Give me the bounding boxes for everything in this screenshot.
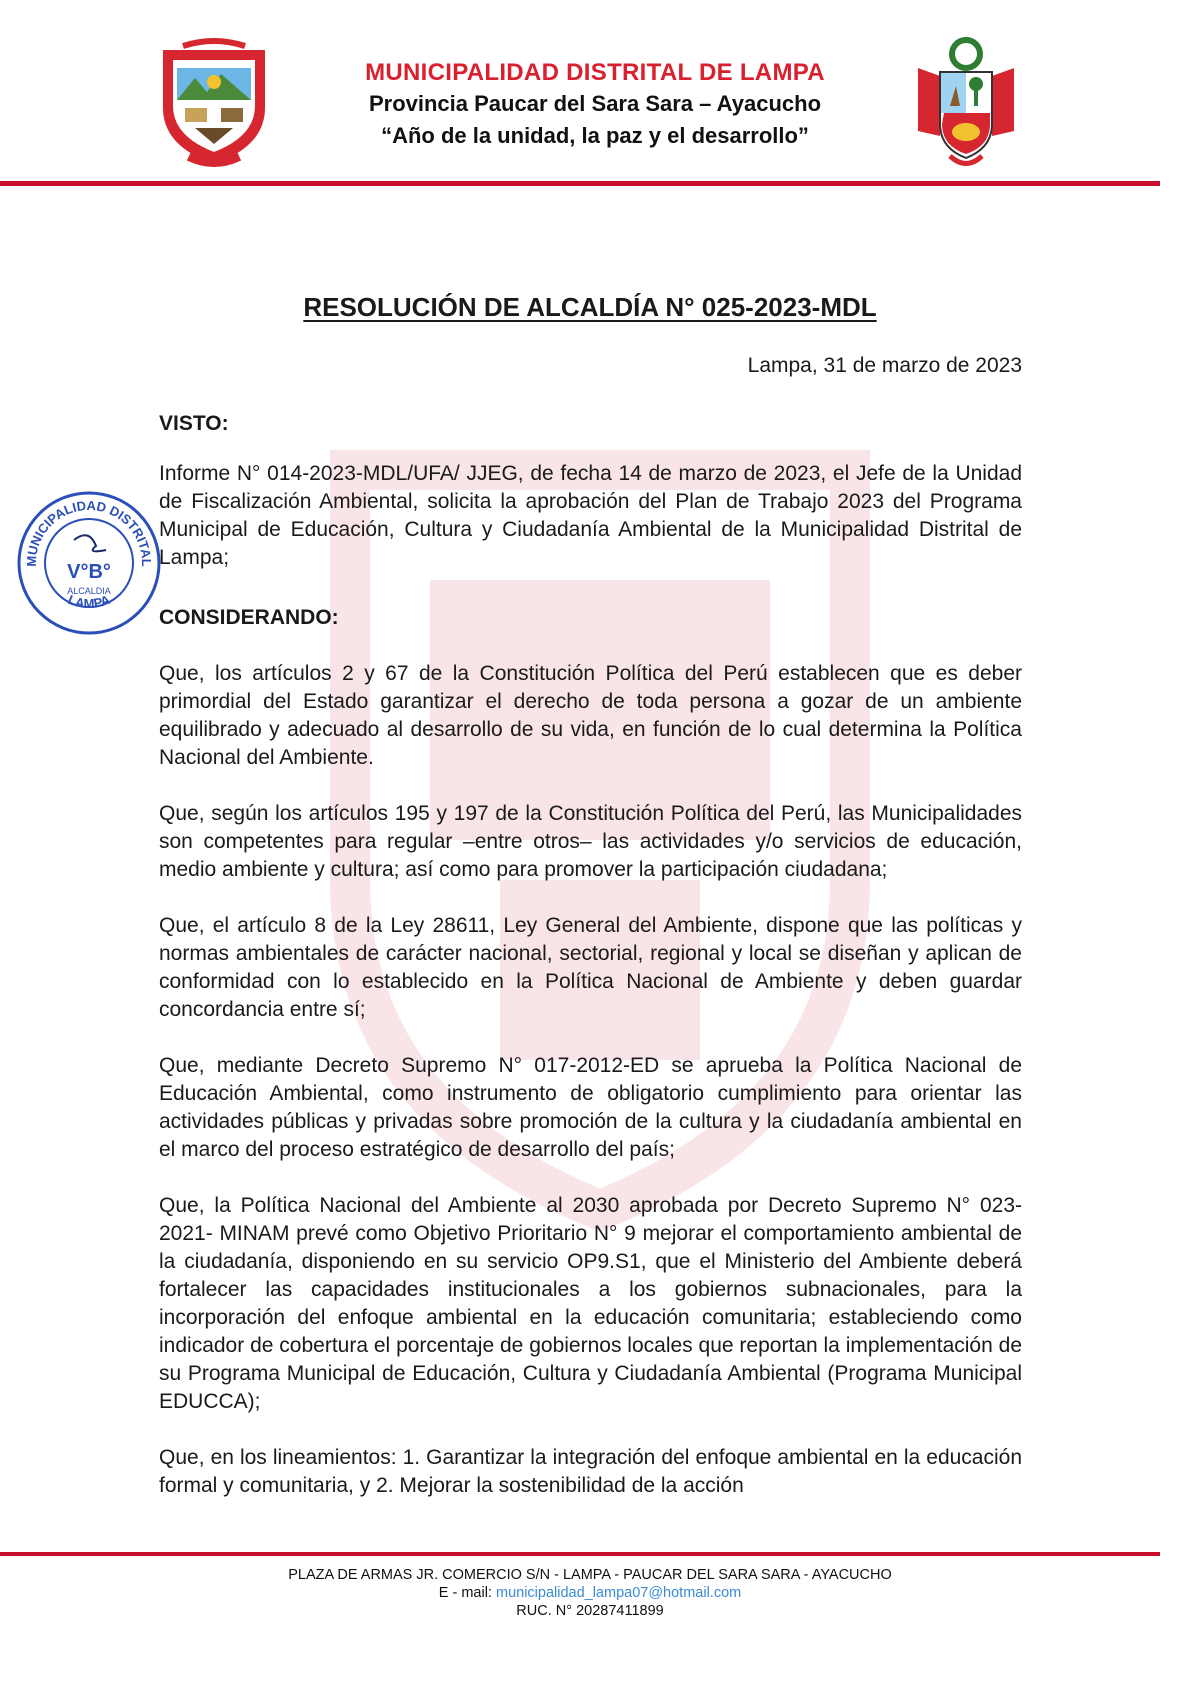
peru-coat-of-arms-icon [910, 36, 1022, 171]
year-motto: “Año de la unidad, la paz y el desarrollo” [381, 123, 809, 148]
footer-email-line [0, 1584, 1180, 1602]
province-line: Provincia Paucar del Sara Sara – Ayacucho [368, 91, 822, 116]
resolution-title: RESOLUCIÓN DE ALCALDÍA N° 025-2023-MDL [303, 292, 877, 322]
lampa-coat-of-arms-icon [155, 38, 273, 168]
approval-stamp-icon [14, 488, 164, 638]
date-line: Lampa, 31 de marzo de 2023 [747, 354, 1022, 377]
stamp-bottom-text: LAMPA [65, 591, 113, 612]
visto-paragraph: Informe N° 014-2023-MDL/UFA/ JJEG, de fecha 14 de marzo de 2023, el Jefe de la Unidad de Fiscalización Ambiental, solicita la aprobación del Plan de Trabajo 2023 del Programa Municipal de Educación, Cultura y Ciudadanía Ambiental de la Municipalidad Distrital de Lampa; [159, 462, 1022, 569]
considerando-paragraph: Que, según los artículos 195 y 197 de la Constitución Política del Perú, las Municipalidades son competentes para regular –entre otros– las actividades y/o servicios de educación, medio ambiente y cultura; así como para promover la participación ciudadana; [159, 802, 1022, 881]
considerando-heading: CONSIDERANDO: [159, 606, 339, 629]
considerando-paragraph: Que, mediante Decreto Supremo N° 017-2012-ED se aprueba la Política Nacional de Educación Ambiental, como instrumento de obligatorio cumplimiento para orientar las actividades públicas y privadas sobre promoción de la cultura y la ciudadanía ambiental en el marco del proceso estratégico de desarrollo del país; [159, 1054, 1022, 1161]
resolution-body [159, 410, 1022, 1528]
footer-divider [0, 1552, 1160, 1556]
org-name: MUNICIPALIDAD DISTRITAL DE LAMPA [365, 59, 825, 86]
visto-heading: VISTO: [159, 412, 229, 435]
footer [0, 1566, 1180, 1620]
letterhead [290, 58, 900, 152]
considerando-paragraph: Que, la Política Nacional del Ambiente al 2030 aprobada por Decreto Supremo N° 023-2021- MINAM prevé como Objetivo Prioritario N° 9 mejorar el comportamiento ambiental de la ciudadanía, disponiendo en su servicio OP9.S1, que el Ministerio del Ambiente deberá fortalecer las capacidades institucionales a los gobiernos subnacionales, para la incorporación del enfoque ambiental en la educación comunitaria; estableciendo como indicador de cobertura el porcentaje de gobiernos locales que reportan la implementación de su Programa Municipal de Educación, Cultura y Ciudadanía Ambiental (Programa Municipal EDUCCA); [159, 1194, 1022, 1413]
stamp-center-text: V°B° [67, 561, 111, 583]
footer-address: PLAZA DE ARMAS JR. COMERCIO S/N - LAMPA - PAUCAR DEL SARA SARA - AYACUCHO [288, 1567, 892, 1583]
considerando-paragraph: Que, el artículo 8 de la Ley 28611, Ley General del Ambiente, dispone que las políticas y normas ambientales de carácter nacional, sectorial, regional y local se diseñan y aplican de conformidad con lo establecido en la Política Nacional de Ambiente y deben guardar concordancia entre sí; [159, 914, 1022, 1021]
footer-email-link[interactable]: municipalidad_lampa07@hotmail.com [495, 1585, 742, 1601]
footer-email-label: E - mail: [438, 1585, 492, 1601]
considerando-paragraph: Que, los artículos 2 y 67 de la Constitución Política del Perú establecen que es deber primordial del Estado garantizar el derecho de toda persona a gozar de un ambiente equilibrado y adecuado al desarrollo de su vida, en función de lo cual determina la Política Nacional del Ambiente. [159, 662, 1022, 769]
stamp-ring-text: MUNICIPALIDAD DISTRITAL [23, 497, 155, 567]
footer-ruc: RUC. N° 20287411899 [516, 1603, 664, 1619]
stamp-label: ALCALDIA [67, 586, 111, 596]
considerando-paragraph: Que, en los lineamientos: 1. Garantizar la integración del enfoque ambiental en la educación formal y comunitaria, y 2. Mejorar la sostenibilidad de la acción [159, 1446, 1022, 1497]
header-divider [0, 181, 1160, 186]
